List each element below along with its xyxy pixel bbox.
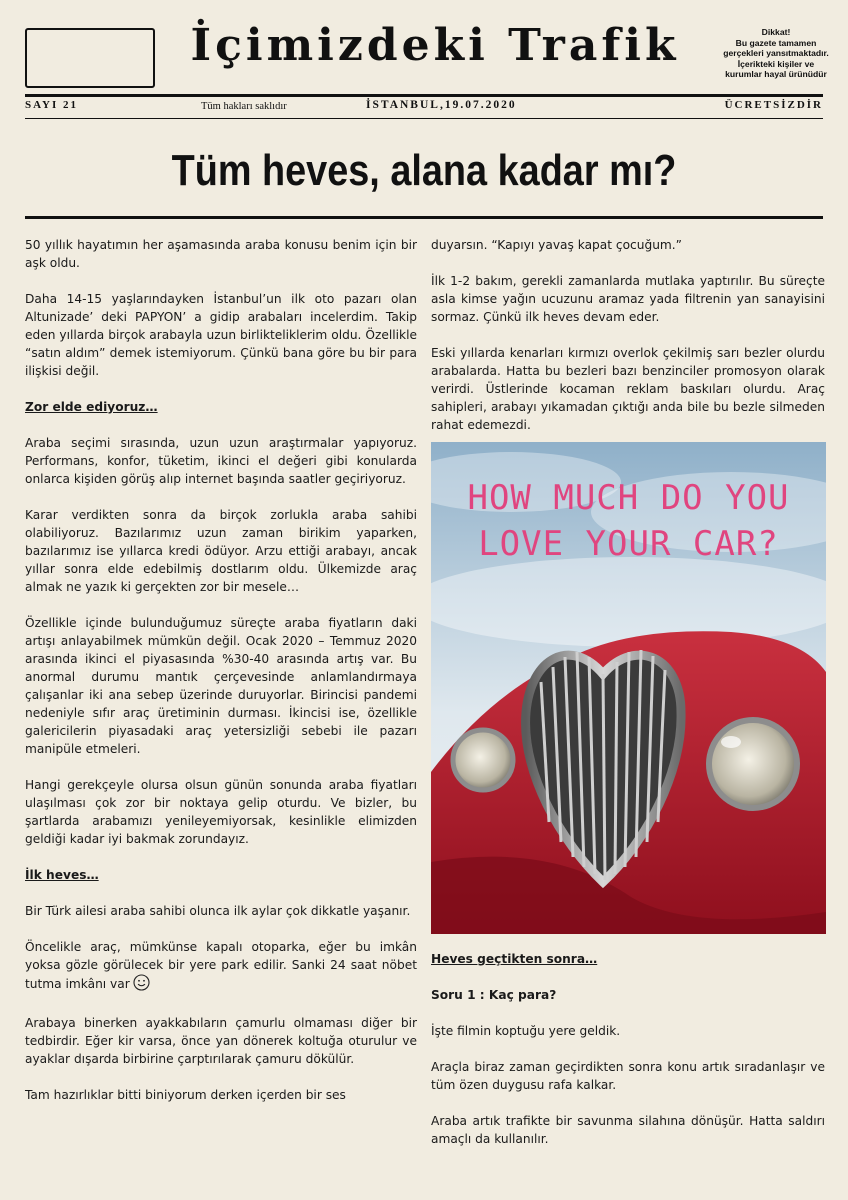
main-headline: Tüm heves, alana kadar mı? bbox=[171, 146, 677, 195]
cloud bbox=[431, 557, 826, 647]
section-heading: Heves geçtikten sonra… bbox=[431, 952, 598, 966]
paragraph: İşte filmin koptuğu yere geldik. bbox=[431, 1024, 621, 1038]
paragraph: Karar verdikten sonra da birçok zorlukla araba sahibi olabiliyoruz. Bazılarımız uzun zaman birikim yaparken, bazılarımız ise yıllarca kredi ödüyor. Arzu ettiği arabayı, ancak yıllar sonra elde edebilmiş dostlarım oldu. Ülkemizde araç almak ne yazık ki gerçekten zor bir mesele… bbox=[25, 508, 417, 594]
paragraph: Arabaya binerken ayakkabıların çamurlu olmaması diğer bir tedbirdir. Eğer kir varsa, önce yan dönerek koltuğa oturulur ve ayaklar dışarda birbirine çarptırılarak çamuru dökülür. bbox=[25, 1016, 417, 1066]
paragraph: Araba artık trafikte bir savunma silahına dönüşür. Hatta saldırı amaçlı da kullanılır. bbox=[431, 1114, 825, 1146]
section-heading: Zor elde ediyoruz… bbox=[25, 400, 158, 414]
masthead-rule-top bbox=[25, 94, 823, 97]
section-heading: İlk heves… bbox=[25, 868, 99, 882]
masthead-title: İçimizdeki Trafik bbox=[190, 20, 680, 71]
photo-caption-line-1: HOW MUCH DO YOU bbox=[467, 478, 790, 518]
warning-line: Bu gazete tamamen bbox=[735, 37, 817, 48]
right-headlight bbox=[709, 720, 797, 808]
car-photo bbox=[431, 442, 826, 934]
sub-heading: Soru 1 : Kaç para? bbox=[431, 988, 557, 1002]
paragraph: İlk 1-2 bakım, gerekli zamanlarda mutlaka yaptırılır. Bu süreçte asla kimse yağın ucuzunu aramaz yada filtrenin yan sanayisini sormaz. Çünkü ilk heves devam eder. bbox=[431, 274, 825, 324]
paragraph: Araba seçimi sırasında, uzun uzun araştırmalar yapıyoruz. Performans, konfor, tüketim, ikinci el değeri gibi konularda onlarca kişiden görüş alıp internet başında saatler geçiriyoruz. bbox=[25, 436, 417, 486]
headline-rule bbox=[25, 216, 823, 219]
info-bar bbox=[25, 99, 823, 115]
paragraph: Bir Türk ailesi araba sahibi olunca ilk aylar çok dikkatle yaşanır. bbox=[25, 904, 411, 918]
left-column bbox=[25, 236, 417, 1122]
masthead-empty-box bbox=[25, 28, 155, 88]
paragraph: Tam hazırlıklar bitti biniyorum derken içerden bir ses bbox=[25, 1088, 346, 1102]
smiley-icon bbox=[133, 974, 150, 996]
warning-line: kurumlar hayal ürünüdür bbox=[725, 69, 827, 80]
warning-line: İçerikteki kişiler ve bbox=[737, 58, 815, 69]
warning-line: gerçekleri yansıtmaktadır. bbox=[723, 48, 829, 59]
masthead-rule-bottom bbox=[25, 118, 823, 119]
dateline: İSTANBUL,19.07.2020 bbox=[366, 99, 517, 111]
masthead-warning bbox=[712, 27, 840, 80]
paragraph-text: Öncelikle araç, mümkünse kapalı otoparka, eğer bu imkân yoksa gözle görülecek bir yere park edilir. Sanki 24 saat nöbet tutma imkânı var bbox=[25, 940, 417, 991]
rights-notice: Tüm hakları saklıdır bbox=[201, 101, 287, 112]
paragraph-with-smiley bbox=[25, 938, 417, 996]
photo-caption-line-2: LOVE YOUR CAR? bbox=[478, 524, 779, 564]
headlight-glint bbox=[721, 736, 741, 748]
right-column bbox=[431, 236, 825, 1166]
left-headlight bbox=[453, 730, 513, 790]
paragraph: Özellikle içinde bulunduğumuz süreçte araba fiyatların daki artışı anlayabilmek mümkün değil. Ocak 2020 – Temmuz 2020 arasında ikinci el piyasasında %30-40 arasında artış var. Bu anormal durumu mantık çerçevesinde anlamlandırmaya çalışanlar iki ana sebep üzerinde duruyorlar. Birincisi pandemi nedeniyle sıfır araç üretiminin durması. İkincisi ise, özellikle galericilerin piyasadaki araç yetersizliği sebebi ile pazarı manipüle etmeleri. bbox=[25, 616, 417, 756]
price-label: ÜCRETSİZDİR bbox=[724, 99, 823, 111]
warning-line: Dikkat! bbox=[761, 27, 791, 37]
paragraph: Hangi gerekçeyle olursa olsun günün sonunda araba fiyatları ulaşılması çok zor bir noktaya gelip oturdu. Ve bizler, bu şartlarda arabamızı yenileyemiyorsak, kesinlikle elimizden geldiği kadar iyi bakmak zorundayız. bbox=[25, 778, 417, 846]
issue-number: SAYI 21 bbox=[25, 99, 79, 111]
paragraph: duyarsın. “Kapıyı yavaş kapat çocuğum.” bbox=[431, 238, 682, 252]
paragraph: Araçla biraz zaman geçirdikten sonra konu artık sıradanlaşır ve tüm özen duygusu rafa kalkar. bbox=[431, 1060, 825, 1092]
paragraph: Eski yıllarda kenarları kırmızı overlok çekilmiş sarı bezler olurdu arabalarda. Hatta bu bezleri bazı benzinciler promosyon olarak verirdi. Üstlerinde kocaman reklam baskıları olurdu. Araç sahipleri, arabayı yıkamadan çıktığı anda bile bu bezle silmeden rahat edemezdi. bbox=[431, 346, 825, 432]
paragraph: 50 yıllık hayatımın her aşamasında araba konusu benim için bir aşk oldu. bbox=[25, 238, 417, 270]
paragraph: Daha 14-15 yaşlarındayken İstanbul’un ilk oto pazarı olan Altunizade’ deki PAPYON’ a gidip arabaları incelerdim. Takip eden yıllarda birçok arabayla uzun birlikteliklerim oldu. Özellikle “satın aldım” demek istemiyorum. Çünkü bana göre bu bir para ilişkisi değil. bbox=[25, 292, 417, 378]
